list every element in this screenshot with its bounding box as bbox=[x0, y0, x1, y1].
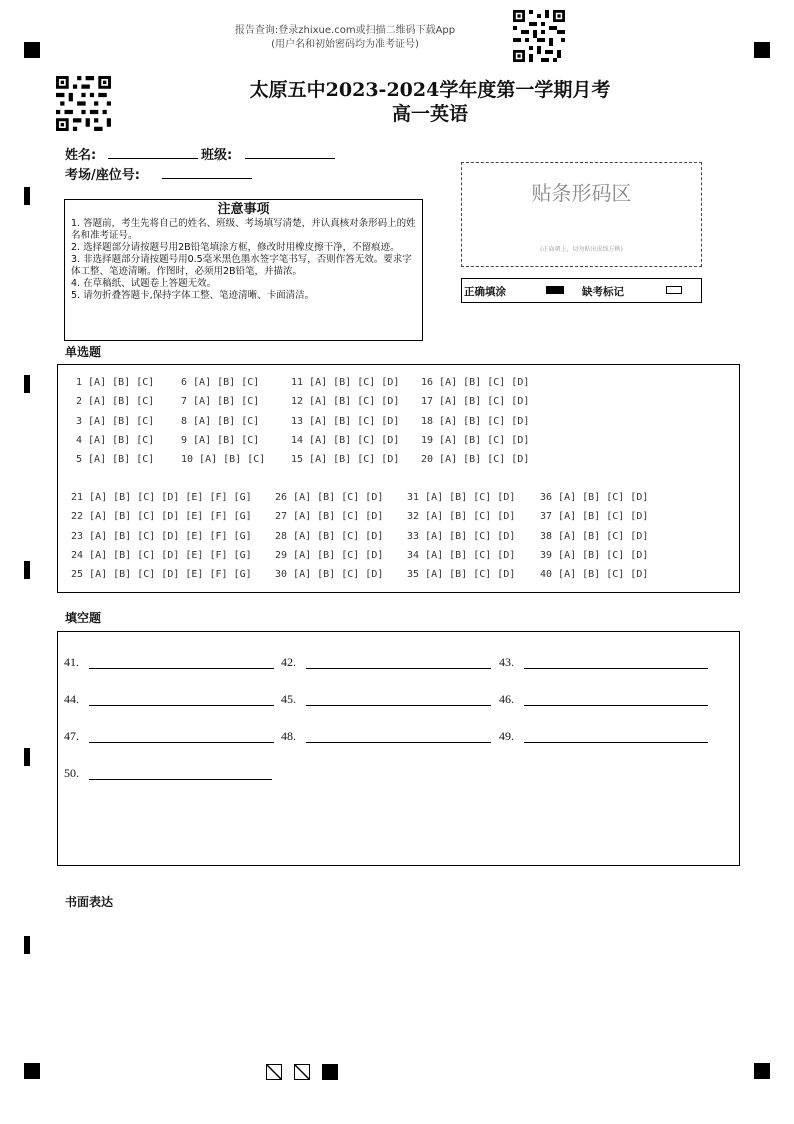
report-note-line1: 报告查询:登录zhixue.com或扫描二维码下载App bbox=[234, 25, 456, 36]
corner-mark-bottom-right bbox=[754, 1063, 770, 1079]
question-option-row[interactable]: 5 [A] [B] [C] bbox=[76, 454, 155, 466]
question-option-row[interactable]: 27 [A] [B] [C] [D] bbox=[275, 511, 384, 523]
notice-item: 3. 非选择题部分请按题号用0.5毫米黑色墨水签字笔书写，否则作答无效。要求字体工整、笔迹清晰。作图时，必须用2B铅笔，并描浓。 bbox=[71, 254, 412, 277]
question-option-row[interactable]: 19 [A] [B] [C] [D] bbox=[421, 434, 530, 446]
blank-answer-line[interactable] bbox=[306, 742, 491, 743]
absent-mark-label: 缺考标记 bbox=[582, 286, 624, 298]
blank-number: 43. bbox=[499, 655, 514, 669]
question-option-row[interactable]: 31 [A] [B] [C] [D] bbox=[407, 492, 516, 503]
timing-mark bbox=[24, 375, 30, 393]
question-option-row[interactable]: 7 [A] [B] [C] bbox=[181, 396, 260, 408]
question-option-row[interactable]: 24 [A] [B] [C] [D] [E] [F] [G] bbox=[71, 549, 252, 561]
question-option-row[interactable]: 22 [A] [B] [C] [D] [E] [F] [G] bbox=[71, 511, 252, 523]
blank-number: 44. bbox=[64, 692, 79, 706]
question-option-row[interactable]: 11 [A] [B] [C] [D] bbox=[291, 377, 400, 388]
notice-item: 2. 选择题部分请按题号用2B铅笔填涂方框，修改时用橡皮擦干净，不留痕迹。 bbox=[71, 242, 400, 253]
blank-number: 47. bbox=[64, 729, 79, 743]
question-option-row[interactable]: 32 [A] [B] [C] [D] bbox=[407, 511, 516, 523]
notice-item: 4. 在草稿纸、试题卷上答题无效。 bbox=[71, 278, 217, 289]
absent-mark-box[interactable] bbox=[666, 286, 682, 294]
fill-blank-title: 填空题 bbox=[65, 611, 102, 625]
seat-label: 考场/座位号: bbox=[65, 168, 140, 183]
question-option-row[interactable]: 25 [A] [B] [C] [D] [E] [F] [G] bbox=[71, 569, 252, 581]
blank-answer-line[interactable] bbox=[524, 668, 708, 669]
exam-title-line2: 高一英语 bbox=[391, 103, 468, 125]
question-option-row[interactable]: 40 [A] [B] [C] [D] bbox=[540, 569, 649, 581]
timing-mark bbox=[24, 748, 30, 766]
question-option-row[interactable]: 36 [A] [B] [C] [D] bbox=[540, 492, 649, 503]
question-option-row[interactable]: 34 [A] [B] [C] [D] bbox=[407, 549, 516, 561]
blank-number: 46. bbox=[499, 692, 514, 706]
blank-answer-line[interactable] bbox=[524, 705, 708, 706]
blank-answer-line[interactable] bbox=[89, 779, 272, 780]
question-option-row[interactable]: 4 [A] [B] [C] bbox=[76, 434, 155, 446]
question-option-row[interactable]: 18 [A] [B] [C] [D] bbox=[421, 415, 530, 427]
barcode-area[interactable] bbox=[461, 162, 702, 267]
question-option-row[interactable]: 20 [A] [B] [C] [D] bbox=[421, 454, 530, 466]
question-option-row[interactable]: 38 [A] [B] [C] [D] bbox=[540, 530, 649, 542]
barcode-label: 贴条形码区 bbox=[531, 181, 632, 205]
question-option-row[interactable]: 1 [A] [B] [C] bbox=[76, 377, 155, 388]
notice-box bbox=[64, 199, 423, 341]
corner-mark-bottom-left bbox=[24, 1063, 40, 1079]
blank-number: 41. bbox=[64, 655, 79, 669]
blank-answer-line[interactable] bbox=[306, 705, 491, 706]
question-option-row[interactable]: 21 [A] [B] [C] [D] [E] [F] [G] bbox=[71, 492, 252, 503]
fill-blank-box bbox=[57, 631, 740, 866]
question-option-row[interactable]: 12 [A] [B] [C] [D] bbox=[291, 396, 400, 408]
question-option-row[interactable]: 6 [A] [B] [C] bbox=[181, 377, 260, 388]
qr-code-student[interactable] bbox=[56, 76, 111, 131]
question-option-row[interactable]: 13 [A] [B] [C] [D] bbox=[291, 415, 400, 427]
report-note-line2: (用户名和初始密码均为准考证号) bbox=[271, 39, 419, 50]
question-option-row[interactable]: 39 [A] [B] [C] [D] bbox=[540, 549, 649, 561]
notice-item: 5. 请勿折叠答题卡,保持字体工整、笔迹清晰、卡面清洁。 bbox=[71, 290, 315, 301]
report-note bbox=[200, 24, 490, 52]
exam-title bbox=[180, 78, 680, 126]
name-label: 姓名: bbox=[65, 148, 97, 163]
question-option-row[interactable]: 16 [A] [B] [C] [D] bbox=[421, 377, 530, 388]
qr-code-top[interactable] bbox=[513, 10, 565, 62]
blank-number: 49. bbox=[499, 729, 514, 743]
question-option-row[interactable]: 9 [A] [B] [C] bbox=[181, 434, 260, 446]
question-option-row[interactable]: 3 [A] [B] [C] bbox=[76, 415, 155, 427]
blank-number: 42. bbox=[281, 655, 296, 669]
question-option-row[interactable]: 35 [A] [B] [C] [D] bbox=[407, 569, 516, 581]
blank-answer-line[interactable] bbox=[89, 668, 274, 669]
blank-answer-line[interactable] bbox=[306, 668, 491, 669]
question-option-row[interactable]: 8 [A] [B] [C] bbox=[181, 415, 260, 427]
barcode-sublabel: (正面朝上，切勿贴出虚线方框) bbox=[540, 246, 623, 253]
question-option-row[interactable]: 29 [A] [B] [C] [D] bbox=[275, 549, 384, 561]
question-option-row[interactable]: 10 [A] [B] [C] bbox=[181, 454, 266, 466]
blank-number: 45. bbox=[281, 692, 296, 706]
corner-mark-top-left bbox=[24, 42, 40, 58]
correct-fill-sample bbox=[546, 286, 564, 294]
correct-fill-label: 正确填涂 bbox=[464, 286, 506, 298]
question-option-row[interactable]: 37 [A] [B] [C] [D] bbox=[540, 511, 649, 523]
question-option-row[interactable]: 26 [A] [B] [C] [D] bbox=[275, 492, 384, 503]
writing-title: 书面表达 bbox=[65, 895, 114, 909]
class-label: 班级: bbox=[201, 148, 233, 163]
question-option-row[interactable]: 28 [A] [B] [C] [D] bbox=[275, 530, 384, 542]
seat-field[interactable] bbox=[162, 178, 252, 179]
blank-answer-line[interactable] bbox=[524, 742, 708, 743]
single-choice-title: 单选题 bbox=[65, 345, 102, 359]
corner-mark-top-right bbox=[754, 42, 770, 58]
question-option-row[interactable]: 14 [A] [B] [C] [D] bbox=[291, 434, 400, 446]
timing-mark bbox=[24, 936, 30, 954]
page-mark-slash bbox=[266, 1064, 282, 1080]
question-option-row[interactable]: 2 [A] [B] [C] bbox=[76, 396, 155, 408]
question-option-row[interactable]: 23 [A] [B] [C] [D] [E] [F] [G] bbox=[71, 530, 252, 542]
page-mark-slash bbox=[294, 1064, 310, 1080]
name-field[interactable] bbox=[108, 158, 198, 159]
blank-answer-line[interactable] bbox=[89, 742, 274, 743]
exam-title-line1: 太原五中2023-2024学年度第一学期月考 bbox=[249, 79, 611, 101]
question-option-row[interactable]: 15 [A] [B] [C] [D] bbox=[291, 454, 400, 466]
blank-number: 50. bbox=[64, 766, 79, 780]
fill-legend bbox=[461, 278, 702, 303]
blank-answer-line[interactable] bbox=[89, 705, 274, 706]
page-mark-filled bbox=[322, 1064, 338, 1080]
notice-item: 1. 答题前，考生先将自己的姓名、班级、考场填写清楚，并认真核对条形码上的姓名和准考证号。 bbox=[71, 218, 416, 241]
timing-mark bbox=[24, 561, 30, 579]
timing-mark bbox=[24, 187, 30, 205]
notice-title: 注意事项 bbox=[217, 202, 270, 217]
class-field[interactable] bbox=[245, 158, 335, 159]
question-option-row[interactable]: 33 [A] [B] [C] [D] bbox=[407, 530, 516, 542]
question-option-row[interactable]: 30 [A] [B] [C] [D] bbox=[275, 569, 384, 581]
question-option-row[interactable]: 17 [A] [B] [C] [D] bbox=[421, 396, 530, 408]
blank-number: 48. bbox=[281, 729, 296, 743]
